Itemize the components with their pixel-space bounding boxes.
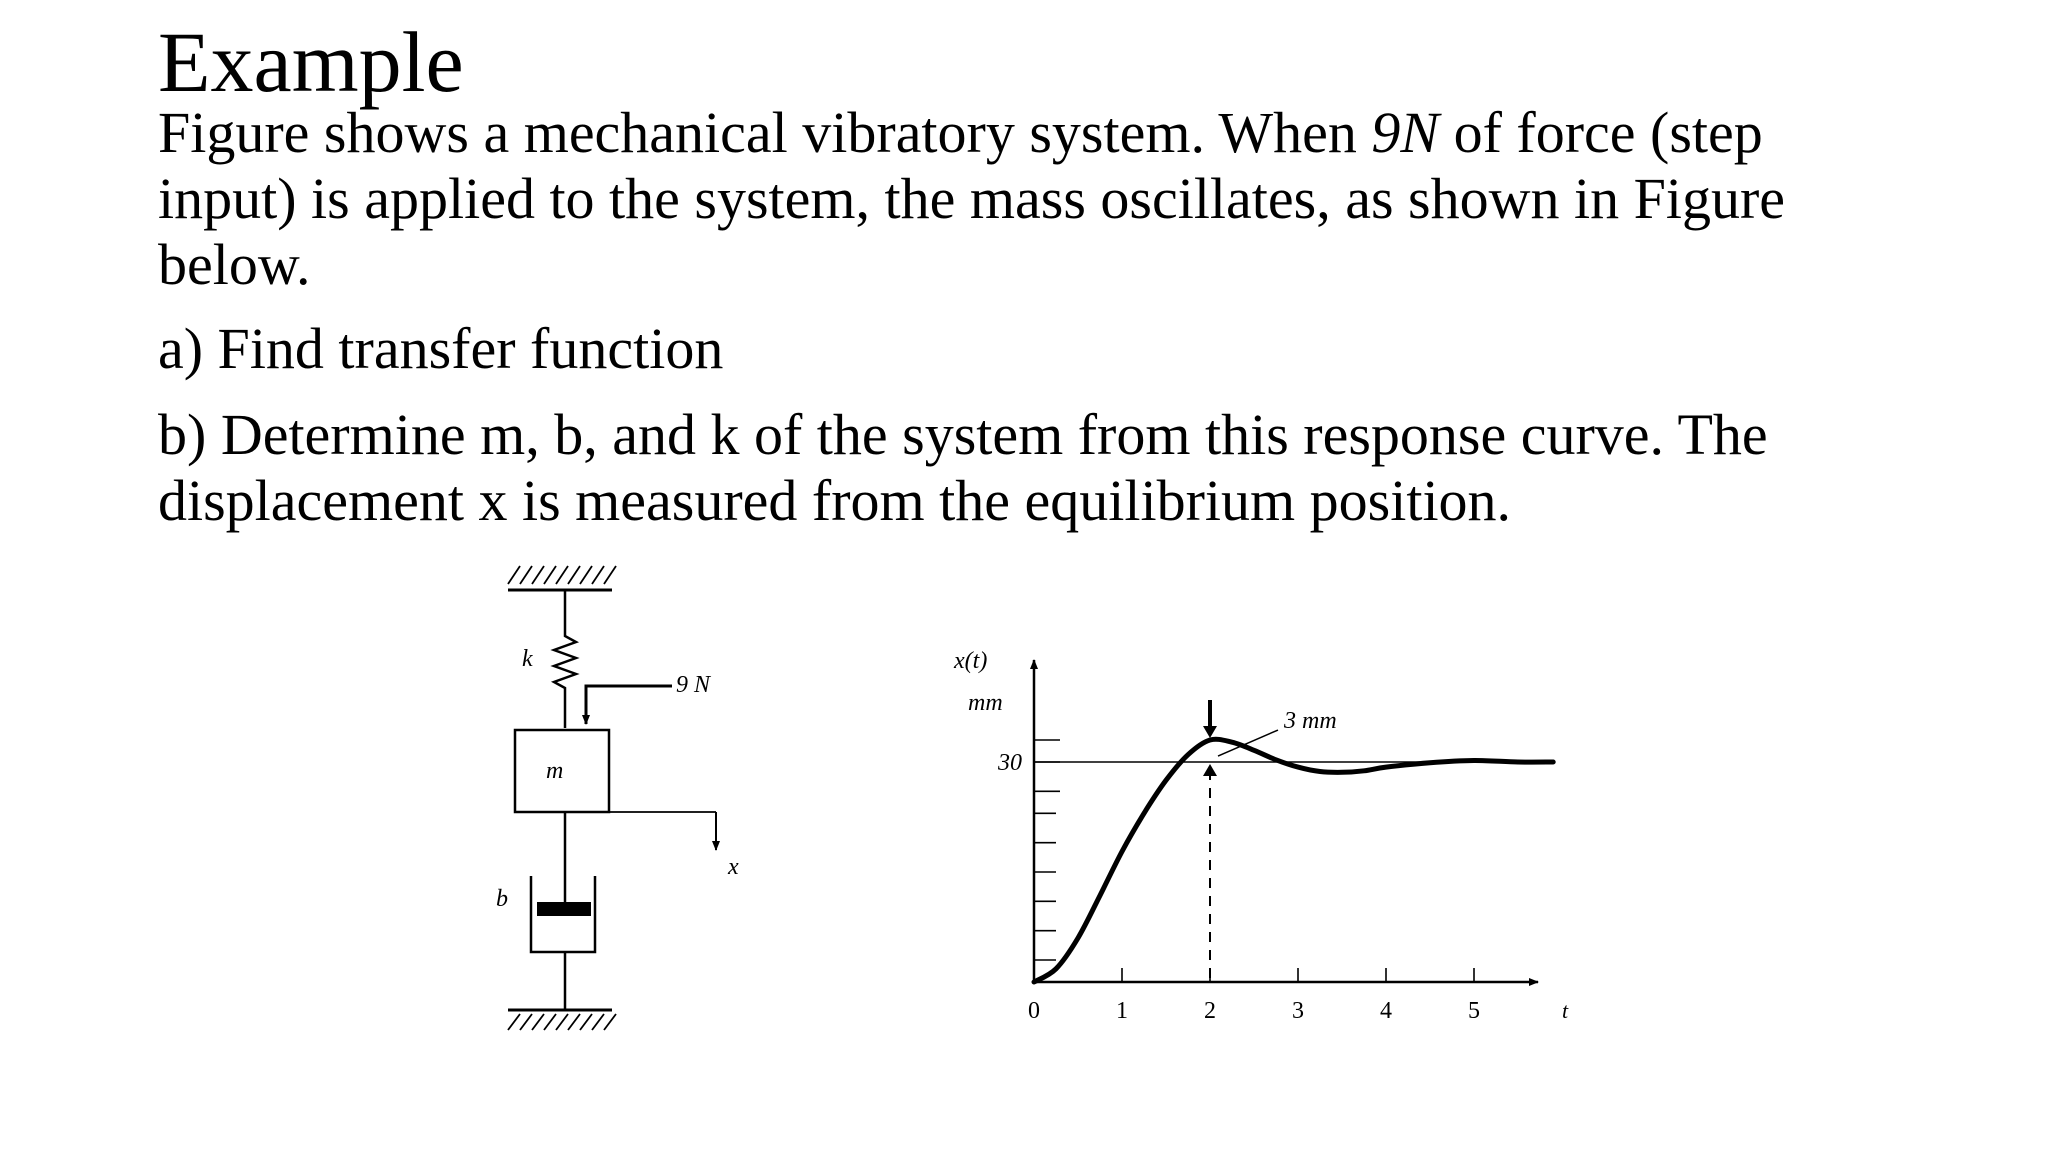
top-ground bbox=[508, 566, 616, 590]
force-arrow bbox=[586, 686, 672, 724]
spring-label: k bbox=[522, 646, 533, 672]
statement-line-3: below. bbox=[158, 232, 311, 297]
response-curve bbox=[1034, 739, 1553, 982]
mechanism-diagram bbox=[508, 566, 716, 1030]
slide-title: Example bbox=[158, 14, 464, 110]
x-tick-label: 2 bbox=[1204, 998, 1216, 1024]
x-tick-label: 3 bbox=[1292, 998, 1304, 1024]
y-axis-label: x(t) bbox=[954, 648, 988, 674]
x-tick-label: 4 bbox=[1380, 998, 1392, 1024]
peak-arrow-up bbox=[1203, 764, 1217, 776]
x-tick-label: 1 bbox=[1116, 998, 1128, 1024]
damper-label: b bbox=[496, 886, 508, 912]
bottom-ground bbox=[508, 1010, 616, 1030]
mass-label: m bbox=[546, 758, 564, 784]
y-tick-label-30: 30 bbox=[998, 750, 1022, 777]
statement-line-1-post: of force (step bbox=[1439, 100, 1763, 165]
displacement-label: x bbox=[728, 854, 739, 880]
overshoot-label: 3 mm bbox=[1284, 708, 1337, 735]
spring bbox=[554, 590, 576, 728]
statement-line-2: input) is applied to the system, the mass oscillates, as shown in Figure bbox=[158, 166, 1786, 231]
response-chart bbox=[953, 648, 1569, 1024]
part-b-line-2: displacement x is measured from the equilibrium position. bbox=[158, 468, 1512, 533]
y-axis-unit: mm bbox=[968, 690, 1003, 716]
y-axis-ticks bbox=[1034, 740, 1060, 960]
part-a: a) Find transfer function bbox=[158, 316, 724, 381]
statement-line-1-pre: Figure shows a mechanical vibratory system. When bbox=[158, 100, 1372, 165]
x-tick-label: 0 bbox=[1028, 998, 1040, 1024]
x-axis-label: t bbox=[1562, 998, 1569, 1023]
x-tick-label: 5 bbox=[1468, 998, 1480, 1024]
peak-arrow-down bbox=[1203, 700, 1217, 738]
damper bbox=[531, 876, 595, 1010]
part-b-line-1: b) Determine m, b, and k of the system from this response curve. The bbox=[158, 402, 1768, 467]
x-axis-ticks bbox=[1028, 968, 1480, 1024]
force-value: 9N bbox=[1371, 100, 1440, 165]
force-label: 9 N bbox=[676, 672, 711, 698]
